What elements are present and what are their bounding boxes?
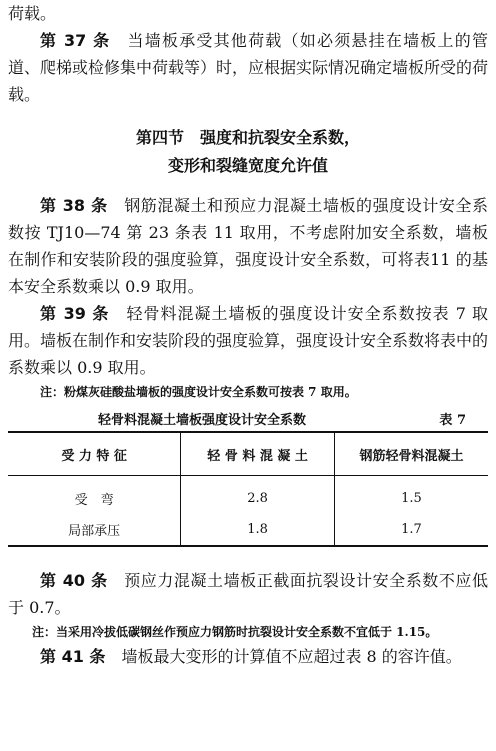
section-title-line1: 第四节 强度和抗裂安全系数，	[135, 128, 360, 147]
table-number: 表 7	[439, 413, 466, 428]
header-force-type: 受 力 特 征	[8, 432, 181, 476]
section-heading	[8, 124, 488, 180]
table-7	[8, 409, 488, 547]
table-row	[8, 514, 488, 546]
article-37	[8, 27, 488, 108]
article-41-text: 墙板最大变形的计算值不应超过表 8 的容许值。	[121, 647, 462, 666]
table-cell: 2.8	[181, 476, 335, 515]
table-header-row	[8, 432, 488, 476]
article-38	[8, 192, 488, 300]
article-37-label: 第 37 条	[40, 31, 111, 50]
article-41	[8, 643, 488, 670]
carryover-text: 荷载。	[8, 4, 57, 23]
article-39	[8, 300, 488, 381]
article-41-label: 第 41 条	[40, 647, 106, 666]
article-37-text: 当墙板承受其他荷载（如必须悬挂在墙板上的管道、爬梯或检修集中荷载等）时，应根据实际情况确定墙板所受的荷载。	[8, 31, 489, 104]
article-39-text: 轻骨料混凝土墙板的强度设计安全系数按表 7 取用。墙板在制作和安装阶段的强度验算，强度设计安全系数将表中的系数乘以 0.9 取用。	[8, 304, 489, 377]
table-caption	[8, 409, 488, 431]
table-cell: 1.7	[334, 514, 488, 546]
article-38-text: 钢筋混凝土和预应力混凝土墙板的强度设计安全系数按 TJ10—74 第 23 条表 11 取用，不考虑附加安全系数，墙板在制作和安装阶段的强度验算，强度设计安全系数，可将表11 的基本安全系数乘以 0.9 取用。	[8, 196, 488, 296]
table-cell: 1.5	[334, 476, 488, 515]
table-cell: 局部承压	[8, 514, 181, 546]
header-lightweight-concrete: 轻 骨 料 混 凝 土	[181, 432, 335, 476]
safety-factor-table	[8, 431, 488, 547]
table-row	[8, 476, 488, 515]
note-2: 注：当采用冷拔低碳钢丝作预应力钢筋时抗裂设计安全系数不宜低于 1.15。	[32, 625, 438, 639]
section-title-line2: 变形和裂缝宽度允许值	[167, 156, 328, 175]
table-cell: 1.8	[181, 514, 335, 546]
article-40	[8, 567, 488, 621]
table-title: 轻骨料混凝土墙板强度设计安全系数	[98, 413, 307, 428]
article-39-label: 第 39 条	[40, 304, 110, 323]
table-cell: 受 弯	[74, 493, 114, 508]
article-40-label: 第 40 条	[40, 571, 108, 590]
article-38-label: 第 38 条	[40, 196, 108, 215]
article-40-text: 预应力混凝土墙板正截面抗裂设计安全系数不应低于 0.7。	[8, 571, 488, 617]
note-1: 注：粉煤灰硅酸盐墙板的强度设计安全系数可按表 7 取用。	[40, 385, 357, 399]
header-reinforced-lightweight-concrete: 钢筋轻骨料混凝土	[334, 432, 488, 476]
